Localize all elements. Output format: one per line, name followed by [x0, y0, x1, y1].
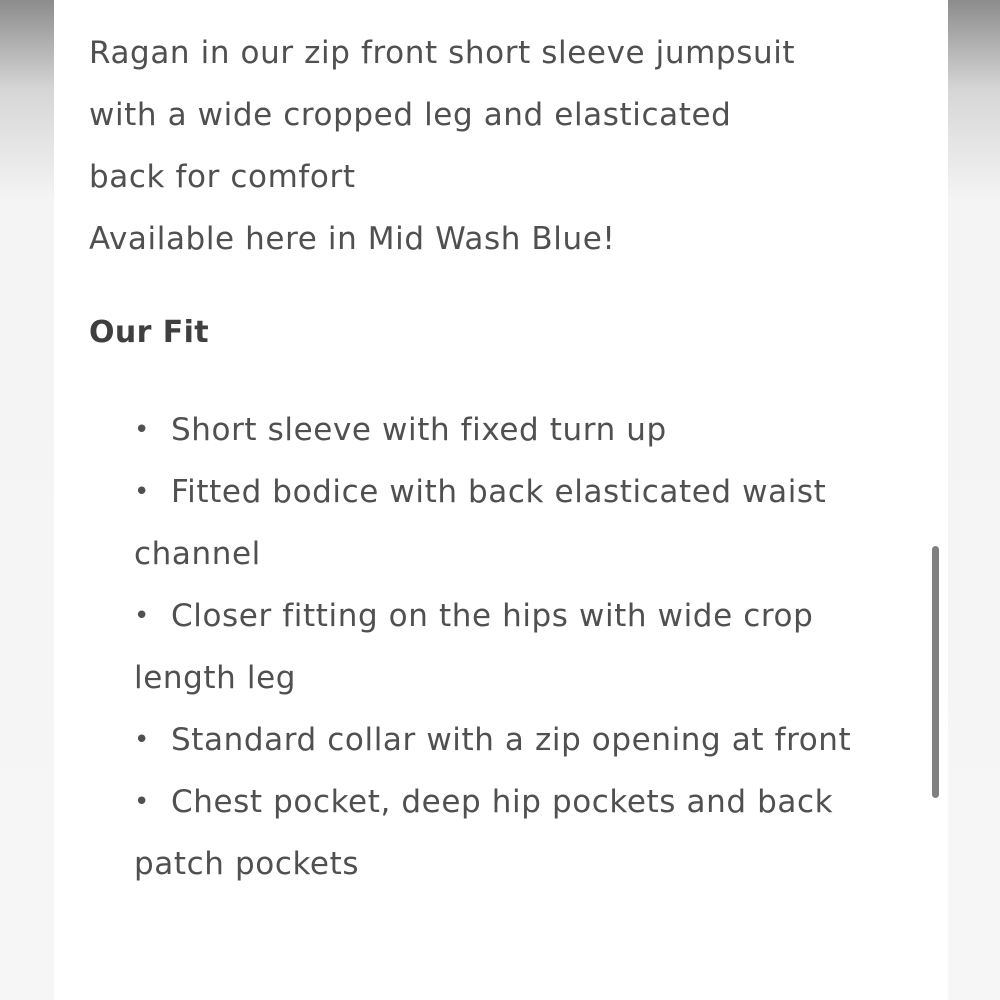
fit-list-item [134, 709, 909, 771]
fit-item-text: Short sleeve with fixed turn up [171, 412, 667, 448]
scrollbar-thumb[interactable] [932, 546, 939, 798]
bullet-icon: • [134, 725, 150, 755]
fit-list [134, 399, 909, 895]
fit-item-text: Fitted bodice with back elasticated waist channel [134, 474, 827, 572]
bullet-icon: • [134, 415, 150, 445]
description-line: Available here in Mid Wash Blue! [89, 221, 616, 257]
fit-list-item [134, 771, 909, 895]
fit-item-text: Standard collar with a zip opening at front [171, 722, 852, 758]
fit-list-item [134, 585, 909, 709]
product-description [89, 22, 909, 270]
product-details-panel [54, 0, 948, 1000]
fit-heading: Our Fit [89, 315, 210, 350]
bullet-icon: • [134, 787, 150, 817]
bullet-icon: • [134, 477, 150, 507]
description-line: back for comfort [89, 159, 356, 195]
description-line: with a wide cropped leg and elasticated [89, 97, 732, 133]
fit-list-item [134, 461, 909, 585]
bullet-icon: • [134, 601, 150, 631]
fit-item-text: Chest pocket, deep hip pockets and back patch pockets [134, 784, 834, 882]
description-line: Ragan in our zip front short sleeve jumpsuit [89, 35, 796, 71]
product-details-content [89, 22, 909, 895]
fit-item-text: Closer fitting on the hips with wide crop length leg [134, 598, 814, 696]
fit-list-item [134, 399, 909, 461]
